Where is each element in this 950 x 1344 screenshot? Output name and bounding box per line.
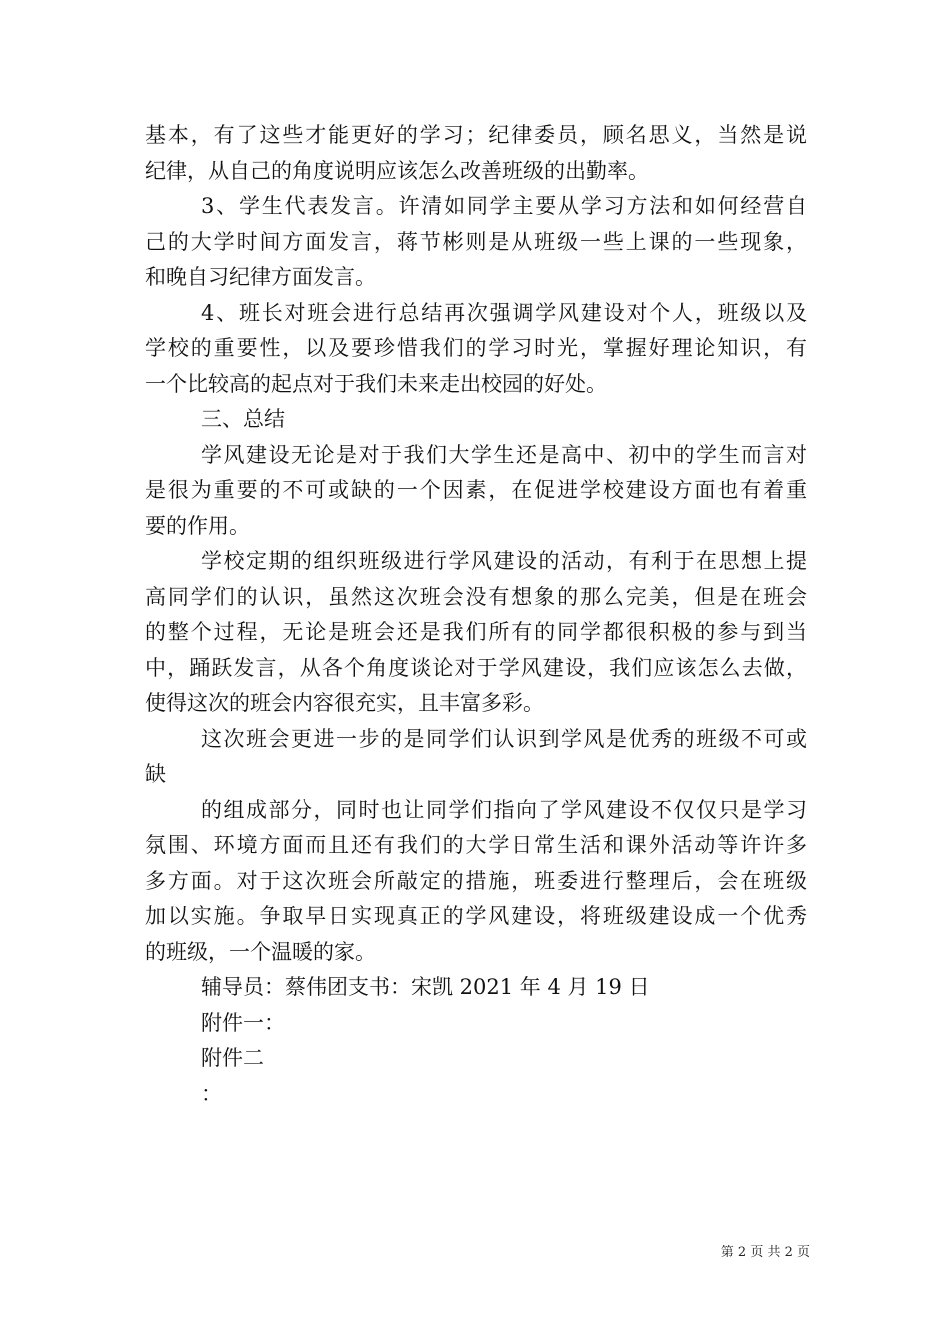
body-line: 和晚自习纪律方面发言。 [145,265,376,289]
body-line: 氛围、环境方面而且还有我们的大学日常生活和课外活动等许许多 [145,833,807,857]
signature-line: 辅导员：蔡伟团支书：宋凯 2021 年 4 月 19 日 [201,975,650,999]
attachment-two: 附件二 [201,1046,264,1070]
body-line: 纪律，从自己的角度说明应该怎么改善班级的出勤率。 [145,158,649,183]
body-line: 的组成部分，同时也让同学们指向了学风建设不仅仅只是学习 [201,797,807,822]
body-line: 高同学们的认识，虽然这次班会没有想象的那么完美，但是在班会 [145,584,807,609]
body-line: 这次班会更进一步的是同学们认识到学风是优秀的班级不可或 [201,726,807,751]
body-line: 学风建设无论是对于我们大学生还是高中、初中的学生而言对 [201,442,807,467]
body-line: 3、学生代表发言。许清如同学主要从学习方法和如何经营自 [201,194,807,218]
document-body [145,118,807,1112]
body-line: 是很为重要的不可或缺的一个因素，在促进学校建设方面也有着重 [145,478,807,502]
body-line: 缺 [145,762,166,786]
body-line: 多方面。对于这次班会所敲定的措施，班委进行整理后，会在班级 [145,868,807,893]
section-heading: 三、总结 [201,407,285,431]
page-number: 第 2 页 共 2 页 [720,1245,810,1260]
body-line: 基本，有了这些才能更好的学习；纪律委员，顾名思义，当然是说 [145,123,807,147]
body-line: 一个比较高的起点对于我们未来走出校园的好处。 [145,371,607,396]
body-line: 己的大学时间方面发言，蒋节彬则是从班级一些上课的一些现象， [145,229,807,254]
attachment-two-colon: ： [201,1081,222,1106]
body-line: 学校定期的组织班级进行学风建设的活动，有利于在思想上提 [201,549,807,573]
attachment-one: 附件一： [201,1010,285,1035]
body-line: 加以实施。争取早日实现真正的学风建设，将班级建设成一个优秀 [145,904,807,928]
body-line: 的班级，一个温暖的家。 [145,939,376,964]
body-line: 4、班长对班会进行总结再次强调学风建设对个人，班级以及 [201,300,807,325]
body-line: 使得这次的班会内容很充实，且丰富多彩。 [145,691,544,715]
body-line: 要的作用。 [145,513,250,538]
body-line: 的整个过程，无论是班会还是我们所有的同学都很积极的参与到当 [145,620,807,644]
body-line: 中，踊跃发言，从各个角度谈论对于学风建设，我们应该怎么去做， [145,655,807,680]
body-line: 学校的重要性，以及要珍惜我们的学习时光，掌握好理论知识，有 [145,336,807,360]
